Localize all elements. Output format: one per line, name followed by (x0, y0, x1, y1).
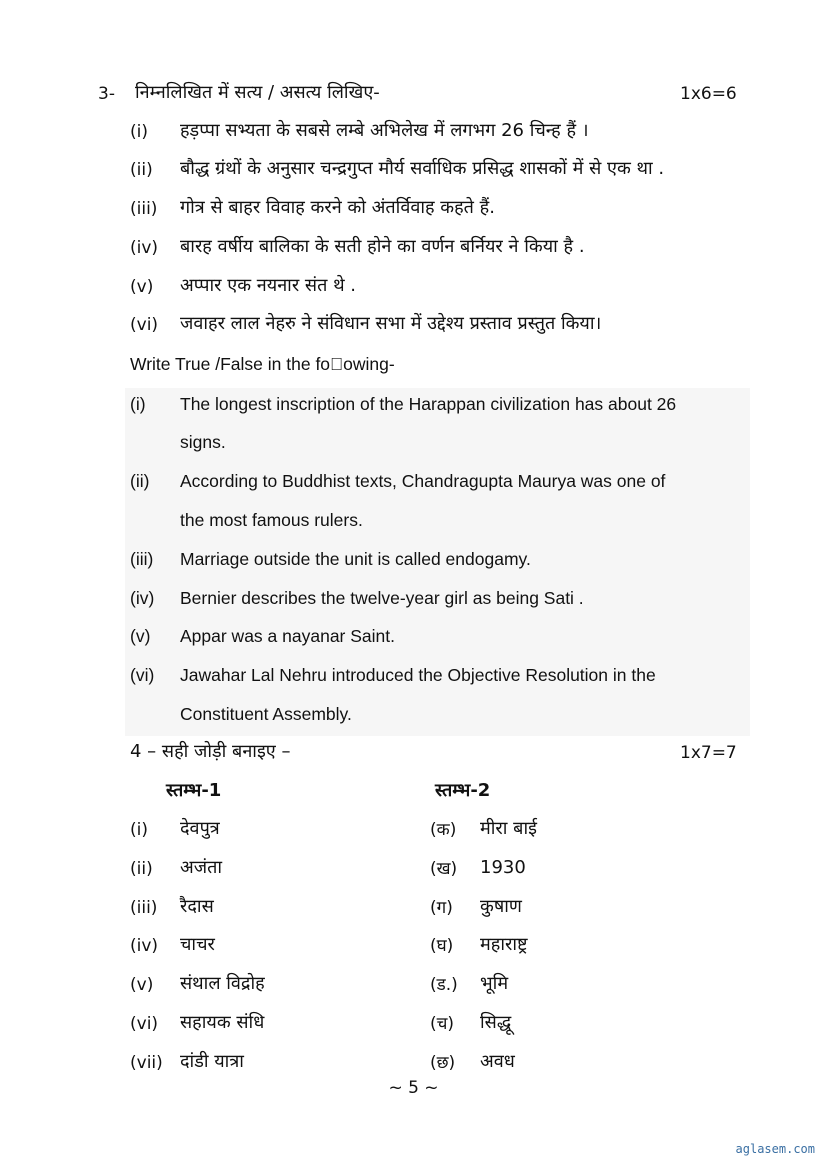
option-letter: (क) (430, 820, 457, 840)
option-letter: (ख) (430, 859, 458, 879)
item-number: (iv) (130, 588, 155, 608)
item-number: (vi) (130, 315, 159, 335)
list-item: अप्पार एक नयनार संत थे . (180, 275, 357, 296)
page-number: ~ 5 ~ (388, 1078, 439, 1098)
list-item: According to Buddhist texts, Chandragupta Maurya was one of (180, 471, 666, 491)
marks-label: 1x6=6 (680, 84, 737, 104)
item-number: (iii) (130, 898, 158, 918)
option-letter: (छ) (430, 1053, 456, 1073)
item-number: (ii) (130, 471, 150, 491)
question-number: 3- (98, 84, 115, 104)
list-item: गोत्र से बाहर विवाह करने को अंतर्विवाह कहते हैं. (180, 197, 495, 218)
item-number: (v) (130, 277, 154, 297)
item-number: (iii) (130, 549, 154, 569)
item-number: (i) (130, 122, 148, 142)
column-1-cell: देवपुत्र (180, 818, 220, 839)
column-2-cell: महाराष्ट्र (480, 934, 528, 955)
option-letter: (च) (430, 1014, 455, 1034)
watermark: aglasem.com (735, 1142, 815, 1156)
option-letter: (ड.) (430, 975, 458, 995)
list-item: जवाहर लाल नेहरु ने संविधान सभा में उद्देश्य प्रस्ताव प्रस्तुत किया। (180, 313, 602, 334)
list-item: बारह वर्षीय बालिका के सती होने का वर्णन बर्नियर ने किया है . (180, 236, 585, 257)
marks-label: 1x7=7 (680, 743, 737, 763)
list-item-continuation: signs. (180, 432, 226, 452)
column-2-cell: भूमि (480, 973, 509, 994)
column-1-cell: अजंता (180, 857, 223, 878)
question-heading: 4 – सही जोड़ी बनाइए – (130, 741, 291, 762)
option-letter: (घ) (430, 936, 454, 956)
column-2-cell: मीरा बाई (480, 818, 537, 839)
column-1-cell: चाचर (180, 934, 215, 955)
option-letter: (ग) (430, 898, 453, 918)
item-number: (v) (130, 626, 151, 646)
item-number: (vi) (130, 1014, 159, 1034)
list-item: बौद्ध ग्रंथों के अनुसार चन्द्रगुप्त मौर्य सर्वाधिक प्रसिद्ध शासकों में से एक था . (180, 158, 665, 179)
column-2-cell: कुषाण (480, 896, 522, 917)
item-number: (ii) (130, 160, 153, 180)
item-number: (iv) (130, 238, 159, 258)
item-number: (iv) (130, 936, 159, 956)
item-number: (v) (130, 975, 154, 995)
question-instruction-english: Write True /False in the fo owing- (130, 354, 395, 374)
column-1-cell: दांडी यात्रा (180, 1051, 244, 1072)
list-item: हड़प्पा सभ्यता के सबसे लम्बे अभिलेख में लगभग 26 चिन्ह हैं । (180, 120, 589, 141)
column-2-header: स्तम्भ-2 (435, 780, 491, 801)
column-2-cell: सिद्धू (480, 1012, 512, 1033)
list-item: Marriage outside the unit is called endogamy. (180, 549, 531, 569)
list-item: Jawahar Lal Nehru introduced the Objective Resolution in the (180, 665, 656, 685)
column-1-header: स्तम्भ-1 (166, 780, 222, 801)
column-2-cell: अवध (480, 1051, 515, 1072)
column-1-cell: सहायक संधि (180, 1012, 265, 1033)
list-item: Bernier describes the twelve-year girl as being Sati . (180, 588, 584, 608)
column-1-cell: रैदास (180, 896, 214, 917)
question-instruction-hindi: निम्नलिखित में सत्य / असत्य लिखिए- (135, 82, 380, 103)
item-number: (vi) (130, 665, 155, 685)
item-number: (ii) (130, 859, 153, 879)
column-2-cell: 1930 (480, 857, 526, 878)
list-item-continuation: the most famous rulers. (180, 510, 363, 530)
list-item: Appar was a nayanar Saint. (180, 626, 395, 646)
list-item-continuation: Constituent Assembly. (180, 704, 352, 724)
item-number: (i) (130, 820, 148, 840)
item-number: (vii) (130, 1053, 163, 1073)
item-number: (i) (130, 394, 146, 414)
list-item: The longest inscription of the Harappan civilization has about 26 (180, 394, 677, 414)
item-number: (iii) (130, 199, 158, 219)
column-1-cell: संथाल विद्रोह (180, 973, 265, 994)
